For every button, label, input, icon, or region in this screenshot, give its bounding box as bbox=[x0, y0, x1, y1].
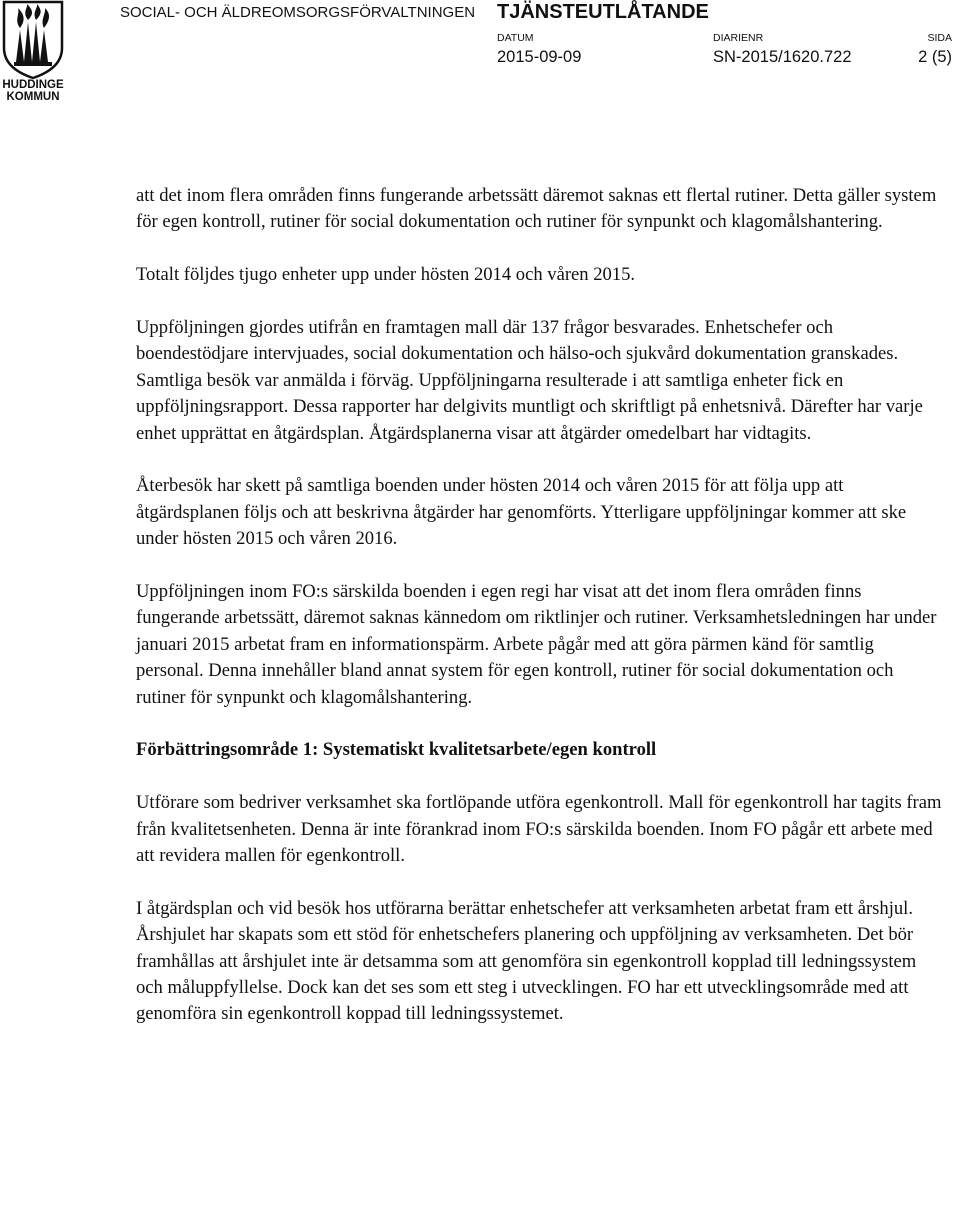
paragraph: Återbesök har skett på samtliga boenden under hösten 2014 och våren 2015 för att följa upp att åtgärdsplanen följs och att beskrivna åtgärder har genomförts. Ytterligare uppföljningar kommer att ske under hösten 2015 och våren 2016. bbox=[136, 475, 907, 550]
huddinge-kommun-logo bbox=[0, 0, 66, 108]
diarienr-value: SN-2015/1620.722 bbox=[713, 48, 852, 66]
paragraph: Uppföljningen gjordes utifrån en framtagen mall där 137 frågor besvarades. Enhetschefer och boendestödjare intervjuades, social dokumentation och hälso-och sjukvård dokumentation granskades. Samtliga besök var anmälda i förväg. Uppföljningarna resulterade i att samtliga enheter fick en uppföljningsrapport. Dessa rapporter har delgivits muntligt och skriftligt på enhetsnivå. Därefter har varje enhet upprättat en åtgärdsplan. Åtgärdsplanerna visar att åtgärder omedelbart har vidtagits. bbox=[136, 317, 923, 444]
paragraph: Totalt följdes tjugo enheter upp under hösten 2014 och våren 2015. bbox=[136, 264, 636, 286]
logo-text-line1: HUDDINGE bbox=[2, 79, 64, 91]
coat-of-arms-icon bbox=[0, 0, 66, 80]
datum-label: DATUM bbox=[497, 32, 534, 44]
sida-value: 2 (5) bbox=[918, 48, 952, 66]
department-name: SOCIAL- OCH ÄLDREOMSORGSFÖRVALTNINGEN bbox=[120, 4, 476, 21]
section-paragraph: I åtgärdsplan och vid besök hos utförarna berättar enhetschefer att verksamheten arbetat fram ett årshjul. Årshjulet har skapats som ett stöd för enhetschefers planering och uppföljning av verksamheten. Det bör framhållas att årshjulet inte är detsamma som att genomföra sin egenkontroll kopplad till ledningssystem och måluppfyllelse. Dock kan det ses som ett steg i utvecklingen. FO har ett utvecklingsområde med att genomföra sin egenkontroll koppad till ledningssystemet. bbox=[136, 897, 917, 1025]
datum-value: 2015-09-09 bbox=[497, 48, 582, 66]
diarienr-label: DIARIENR bbox=[713, 32, 764, 44]
section-heading: Förbättringsområde 1: Systematiskt kvalitetsarbete/egen kontroll bbox=[136, 739, 657, 761]
document-body bbox=[136, 183, 946, 1028]
document-type: TJÄNSTEUTLÅTANDE bbox=[497, 1, 709, 23]
sida-label: SIDA bbox=[927, 32, 952, 44]
section-paragraph: Utförare som bedriver verksamhet ska fortlöpande utföra egenkontroll. Mall för egenkontroll har tagits fram från kvalitetsenheten. Denna är inte förankrad inom FO:s särskilda boenden. Inom FO pågår ett arbete med att revidera mallen för egenkontroll. bbox=[136, 792, 942, 867]
paragraph: Uppföljningen inom FO:s särskilda boenden i egen regi har visat att det inom flera områden finns fungerande arbetssätt, däremot saknas kännedom om riktlinjer och rutiner. Verksamhetsledningen har under januari 2015 arbetat fram en informationspärm. Arbete pågår med att göra pärmen känd för samtlig personal. Denna innehåller bland annat system för egen kontroll, rutiner för social dokumentation och rutiner för synpunkt och klagomålshantering. bbox=[136, 581, 937, 708]
logo-text-line2: KOMMUN bbox=[6, 91, 60, 103]
paragraph: att det inom flera områden finns fungerande arbetssätt däremot saknas ett flertal rutiner. Detta gäller system för egen kontroll, rutiner för social dokumentation och rutiner för synpunkt och klagomålshantering. bbox=[136, 185, 937, 233]
